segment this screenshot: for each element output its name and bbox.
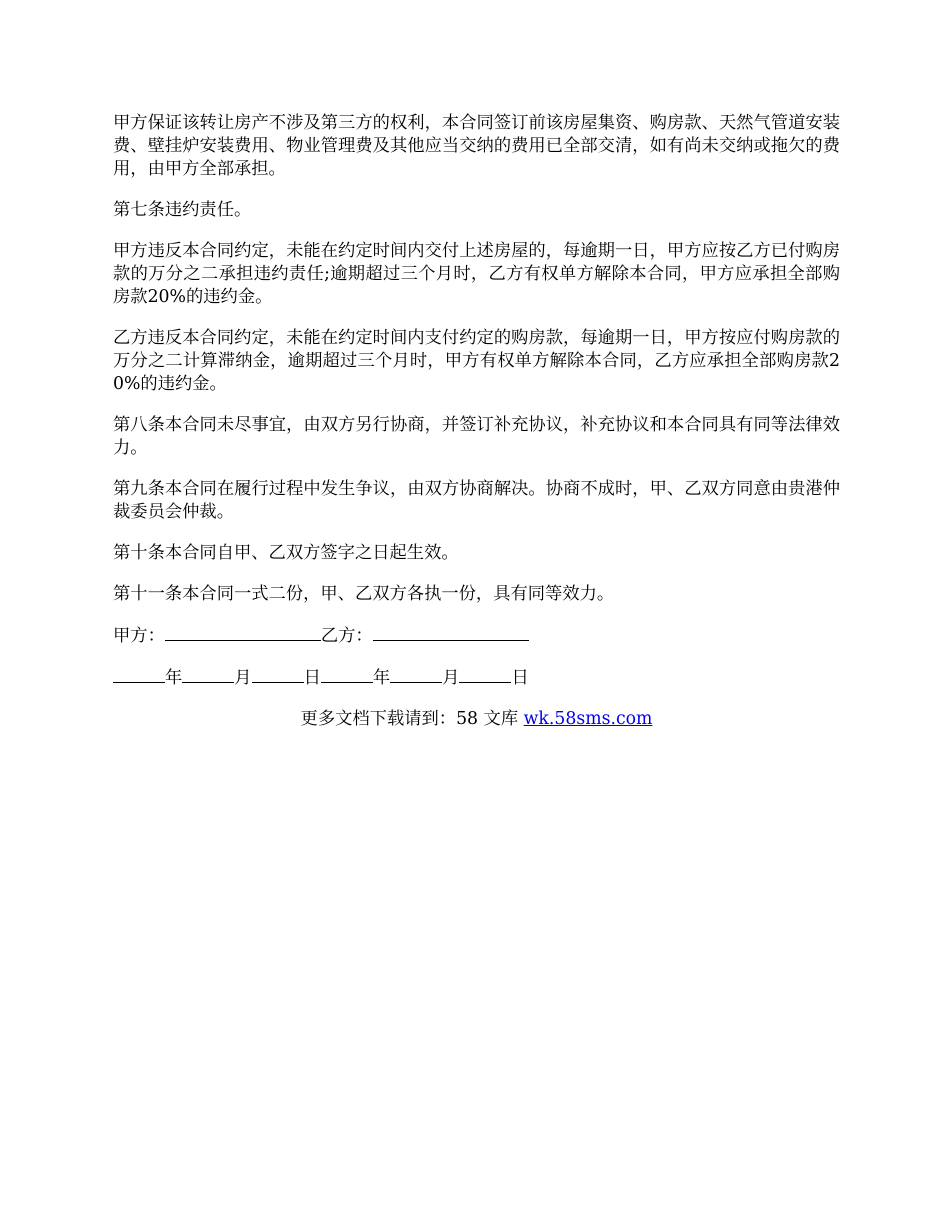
article-7-heading: 第七条违约责任。 xyxy=(113,200,252,220)
year-label-a: 年 xyxy=(165,668,183,688)
paragraph-fees-clause: 甲方保证该转让房产不涉及第三方的权利，本合同签订前该房屋集资、购房款、天然气管道安装费、壁挂炉安装费用、物业管理费及其他应当交纳的费用已全部交清，如有尚未交纳或拖欠的费用，由甲方全部承担。 xyxy=(113,113,840,179)
year-blank-a xyxy=(113,666,165,683)
article-8-paragraph: 第八条本合同未尽事宜，由双方另行协商，并签订补充协议，补充协议和本合同具有同等法律效力。 xyxy=(113,415,840,458)
year-label-b: 年 xyxy=(372,668,391,688)
day-label-a: 日 xyxy=(303,668,321,688)
article-11-paragraph: 第十一条本合同一式二份，甲、乙双方各执一份，具有同等效力。 xyxy=(113,584,615,604)
month-label-b: 月 xyxy=(442,668,460,688)
signature-line xyxy=(113,624,840,648)
paragraph-party-a-breach: 甲方违反本合同约定，未能在约定时间内交付上述房屋的，每逾期一日，甲方应按乙方已付购房款的万分之二承担违约责任;逾期超过三个月时，乙方有权单方解除本合同，甲方应承担全部购房款20%的违约金。 xyxy=(113,241,840,307)
download-footer xyxy=(113,708,840,731)
day-label-b: 日 xyxy=(511,668,529,688)
year-blank-b xyxy=(321,666,373,683)
paragraph-party-b-breach: 乙方违反本合同约定，未能在约定时间内支付约定的购房款，每逾期一日，甲方按应付购房款的万分之二计算滞纳金，逾期超过三个月时，甲方有权单方解除本合同，乙方应承担全部购房款20%的违约金。 xyxy=(113,328,840,394)
party-a-label: 甲方： xyxy=(113,626,165,646)
article-10-paragraph: 第十条本合同自甲、乙双方签字之日起生效。 xyxy=(113,543,459,563)
day-blank-b xyxy=(459,666,511,683)
month-blank-a xyxy=(182,666,234,683)
footer-text: 更多文档下载请到：58 文库 xyxy=(300,709,524,729)
date-line xyxy=(113,666,840,690)
day-blank-a xyxy=(252,666,304,683)
month-blank-b xyxy=(390,666,442,683)
party-a-signature-blank xyxy=(165,624,321,641)
article-9-paragraph: 第九条本合同在履行过程中发生争议，由双方协商解决。协商不成时，甲、乙双方同意由贵港仲裁委员会仲裁。 xyxy=(113,479,840,522)
party-b-label: 乙方： xyxy=(320,626,373,646)
footer-link[interactable]: wk.58sms.com xyxy=(523,709,653,729)
month-label-a: 月 xyxy=(234,668,252,688)
party-b-signature-blank xyxy=(373,624,529,641)
document-page xyxy=(113,112,840,731)
